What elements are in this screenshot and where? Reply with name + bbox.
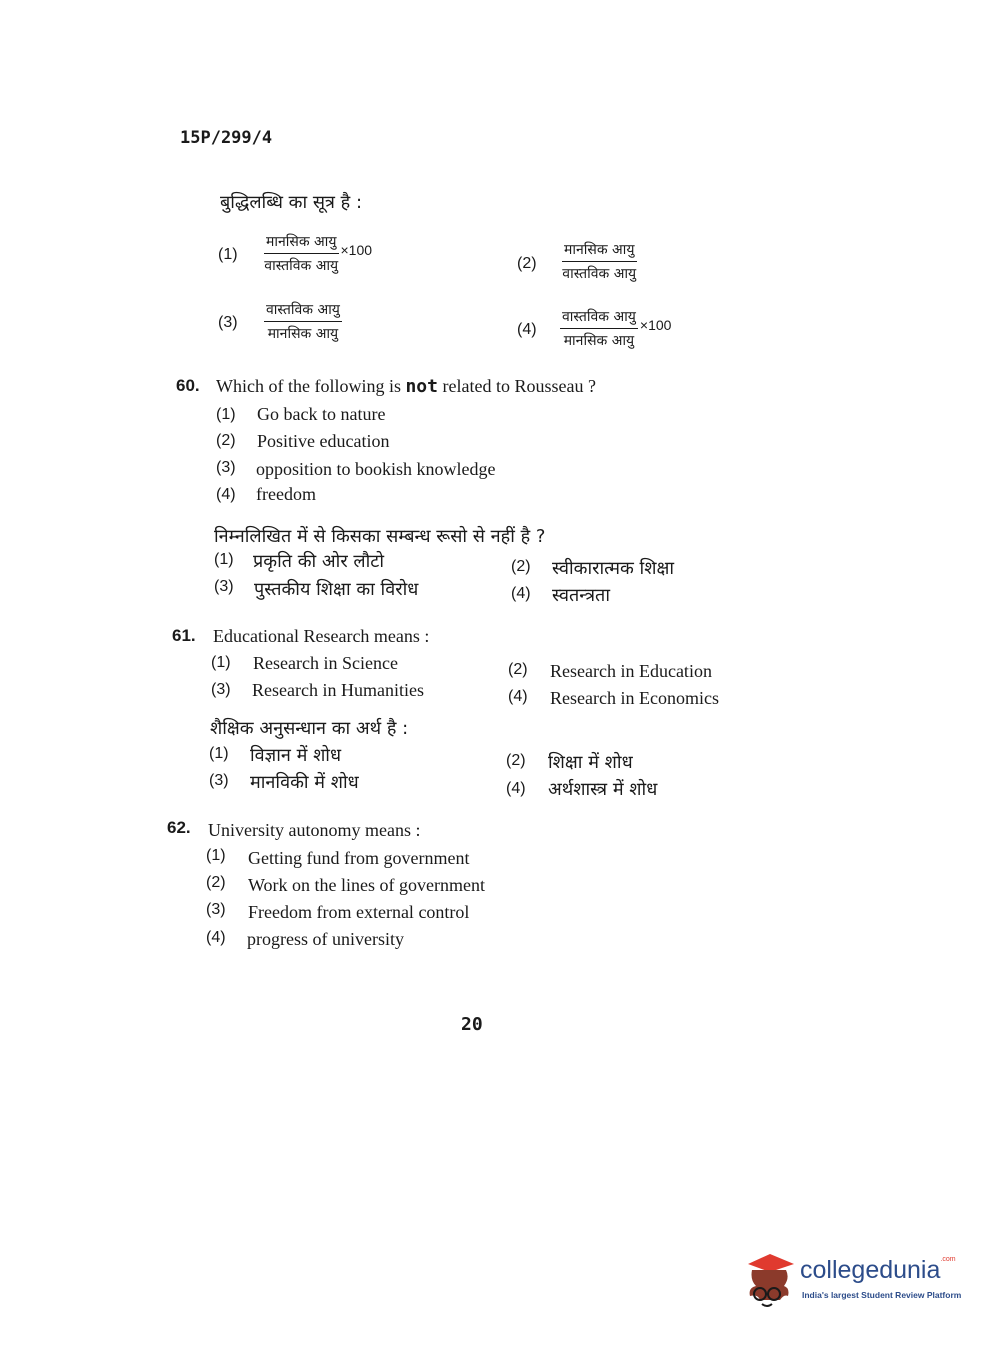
numerator: मानसिक आयु xyxy=(562,240,637,262)
q59-option-1-number: (1) xyxy=(218,246,238,263)
numerator: वास्तविक आयु xyxy=(264,300,342,322)
q60-hindi-option-3-text: पुस्तकीय शिक्षा का विरोध xyxy=(254,579,419,600)
denominator: वास्तविक आयु xyxy=(264,258,339,274)
q62-number: 62. xyxy=(167,818,191,837)
q60-number: 60. xyxy=(176,376,200,395)
q60-hindi-option-4-text: स्वतन्त्रता xyxy=(552,585,610,606)
q62-option-1-number: (1) xyxy=(206,847,226,864)
graduate-mascot-icon xyxy=(742,1250,798,1310)
q61-option-3-number: (3) xyxy=(211,681,231,698)
q61-hindi-option-1-number: (1) xyxy=(209,745,229,762)
q60-option-2-number: (2) xyxy=(216,432,236,449)
q61-hindi-option-1-text: विज्ञान में शोध xyxy=(250,745,342,766)
q60-question-bold: not xyxy=(405,376,438,397)
q60-option-1-text: Go back to nature xyxy=(257,404,386,424)
paper-code: 15P/299/4 xyxy=(180,128,273,148)
q61-hindi-option-3-text: मानविकी में शोध xyxy=(250,772,359,793)
q59-option-2-number: (2) xyxy=(517,255,537,272)
q60-option-4-number: (4) xyxy=(216,486,236,503)
multiplier: ×100 xyxy=(639,316,672,333)
denominator: वास्तविक आयु xyxy=(562,266,637,282)
q60-question xyxy=(216,376,596,397)
q61-hindi-option-4-text: अर्थशास्त्र में शोध xyxy=(548,779,658,800)
q60-hindi-option-3-number: (3) xyxy=(214,578,234,595)
q61-hindi-option-3-number: (3) xyxy=(209,772,229,789)
q62-option-2-text: Work on the lines of government xyxy=(248,875,485,895)
q61-hindi-option-2-number: (2) xyxy=(506,752,526,769)
logo-name: collegedunia xyxy=(800,1256,941,1284)
logo-tld: .com xyxy=(940,1256,956,1263)
multiplier: ×100 xyxy=(340,241,373,258)
q60-option-4-text: freedom xyxy=(256,484,316,504)
logo-tagline: India's largest Student Review Platform xyxy=(802,1290,962,1300)
q60-hindi-option-1-text: प्रकृति की ओर लौटो xyxy=(253,551,385,572)
q59-option-4-fraction xyxy=(560,307,671,350)
q61-option-4-text: Research in Economics xyxy=(550,688,719,708)
q62-option-2-number: (2) xyxy=(206,874,226,891)
numerator: वास्तविक आयु xyxy=(560,307,638,329)
q60-hindi-option-2-number: (2) xyxy=(511,558,531,575)
q61-option-2-text: Research in Education xyxy=(550,661,712,681)
q61-option-3-text: Research in Humanities xyxy=(252,680,424,700)
q62-question: University autonomy means : xyxy=(208,820,421,840)
q61-question: Educational Research means : xyxy=(213,626,430,646)
q61-hindi-option-4-number: (4) xyxy=(506,780,526,797)
q60-hindi-option-1-number: (1) xyxy=(214,551,234,568)
q59-hindi-question: बुद्धिलब्धि का सूत्र है : xyxy=(220,192,363,213)
q59-option-4-number: (4) xyxy=(517,321,537,338)
q62-option-3-text: Freedom from external control xyxy=(248,902,470,922)
q59-option-3-number: (3) xyxy=(218,314,238,331)
q61-number: 61. xyxy=(172,626,196,645)
q61-hindi-question: शैक्षिक अनुसन्धान का अर्थ है : xyxy=(210,718,409,739)
q60-question-post: related to Rousseau ? xyxy=(442,376,596,396)
q61-option-2-number: (2) xyxy=(508,661,528,678)
q62-option-4-number: (4) xyxy=(206,929,226,946)
q62-option-3-number: (3) xyxy=(206,901,226,918)
denominator: मानसिक आयु xyxy=(267,326,339,342)
q60-question-pre: Which of the following is xyxy=(216,376,401,396)
q60-option-3-number: (3) xyxy=(216,459,236,476)
q59-option-2-fraction xyxy=(562,240,637,283)
q60-hindi-option-4-number: (4) xyxy=(511,585,531,602)
denominator: मानसिक आयु xyxy=(563,333,635,349)
numerator: मानसिक आयु xyxy=(264,232,339,254)
q60-option-2-text: Positive education xyxy=(257,431,390,451)
logo-wordmark xyxy=(800,1256,956,1285)
q61-hindi-option-2-text: शिक्षा में शोध xyxy=(548,752,633,773)
q60-hindi-question: निम्नलिखित में से किसका सम्बन्ध रूसो से नहीं है ? xyxy=(214,526,546,547)
q62-option-4-text: progress of university xyxy=(247,929,404,949)
q61-option-1-number: (1) xyxy=(211,654,231,671)
q61-option-1-text: Research in Science xyxy=(253,653,398,673)
q59-option-1-fraction xyxy=(264,232,372,275)
q60-hindi-option-2-text: स्वीकारात्मक शिक्षा xyxy=(552,558,675,579)
q61-option-4-number: (4) xyxy=(508,688,528,705)
q59-option-3-fraction xyxy=(264,300,342,343)
q60-option-1-number: (1) xyxy=(216,406,236,423)
q62-option-1-text: Getting fund from government xyxy=(248,848,470,868)
collegedunia-logo[interactable] xyxy=(742,1250,972,1310)
q60-option-3-text: opposition to bookish knowledge xyxy=(256,459,496,479)
page-number: 20 xyxy=(461,1014,483,1035)
